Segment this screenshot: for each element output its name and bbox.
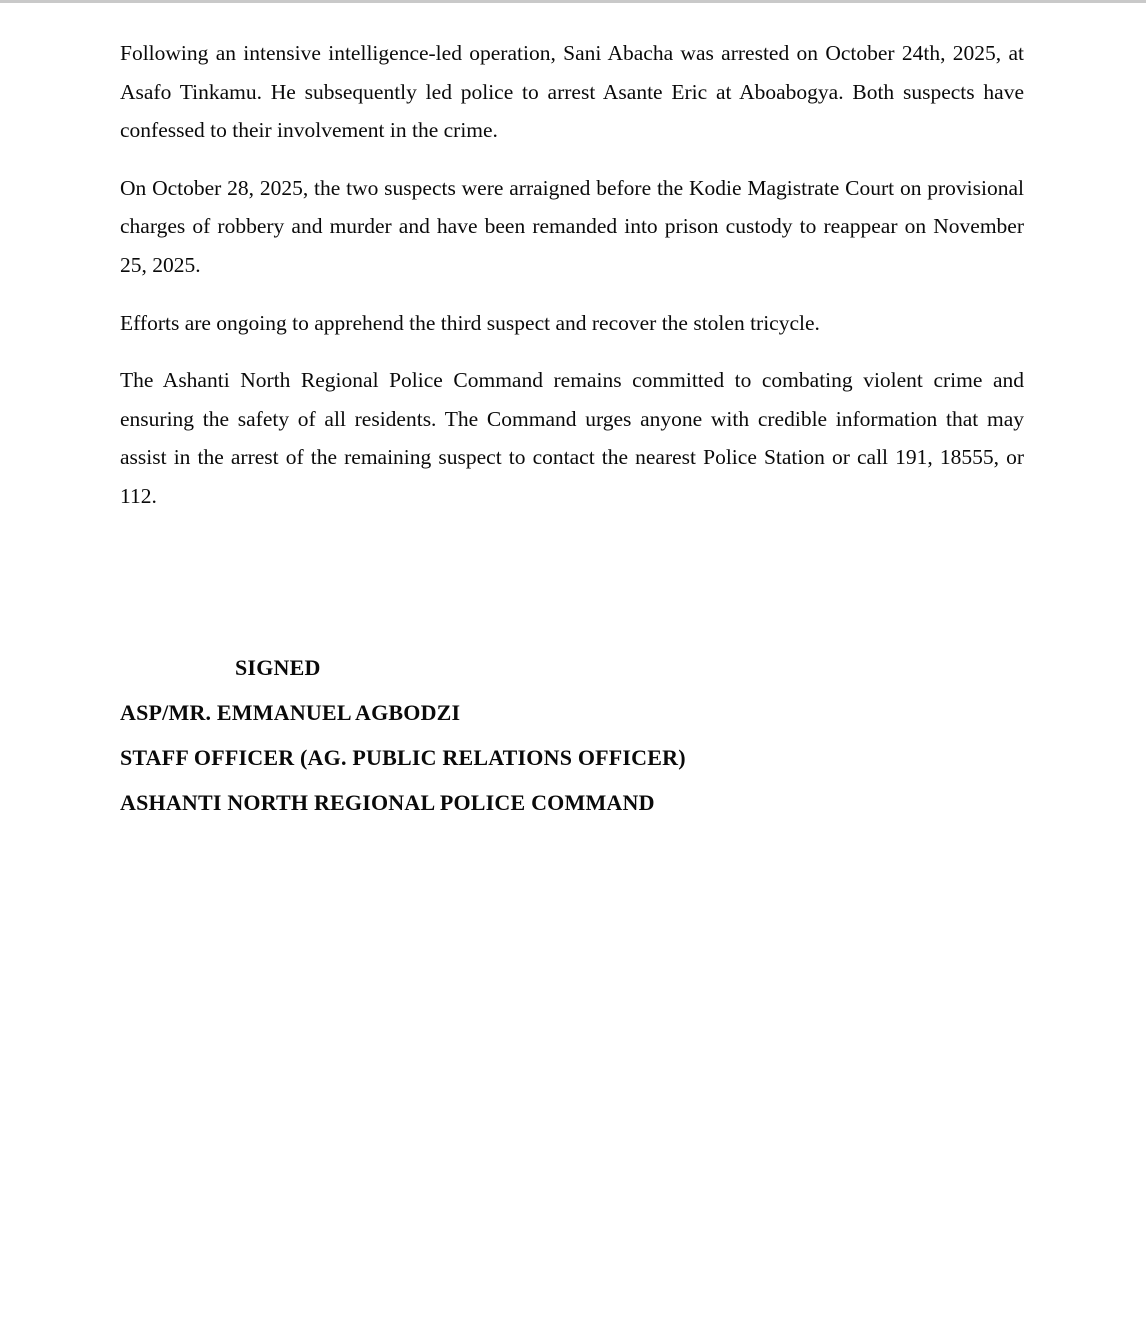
paragraph-court-arraignment: On October 28, 2025, the two suspects were arraigned before the Kodie Magistrate Court on provisional charges of robbery and murder and have been remanded into prison custody to reappear on November 25, 2025. [120,175,1024,277]
paragraph-arrest-details: Following an intensive intelligence-led operation, Sani Abacha was arrested on October 24th, 2025, at Asafo Tinkamu. He subsequently led police to arrest Asante Eric at Aboabogya. Both suspects have confessed to their involvement in the crime. [120,41,1024,143]
paragraph-command-statement: The Ashanti North Regional Police Command remains committed to combating violent crime and ensuring the safety of all residents. The Command urges anyone with credible information that may assist in the arrest of the remaining suspect to contact the nearest Police Station or call 191, 18555, or 112. [120,368,1024,508]
document-body [0,3,1146,825]
signature-name: ASP/MR. EMMANUEL AGBODZI [120,699,461,725]
signature-spacer [120,535,1024,645]
signature-block [120,645,1024,825]
signed-label: SIGNED [235,654,321,680]
signature-command: ASHANTI NORTH REGIONAL POLICE COMMAND [120,789,655,815]
signature-title: STAFF OFFICER (AG. PUBLIC RELATIONS OFFICER) [120,744,686,770]
paragraph-ongoing-efforts: Efforts are ongoing to apprehend the third suspect and recover the stolen tricycle. [120,310,820,335]
